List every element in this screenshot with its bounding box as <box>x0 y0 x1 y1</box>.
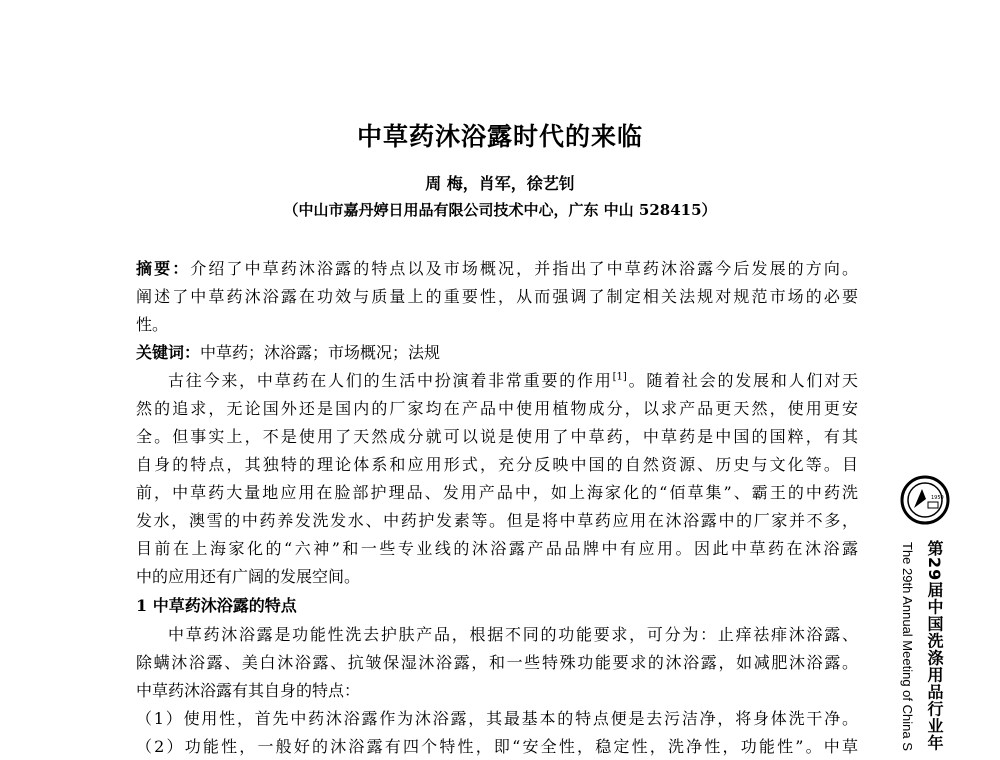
body-line: 前，中草药大量地应用在脸部护理品、发用产品中，如上海家化的“佰草集”、霸王的中药洗 <box>136 483 858 502</box>
body-line: （2）功能性，一般好的沐浴露有四个特性，即“安全性，稳定性，洗净性，功能性”。中草 <box>136 737 858 756</box>
abstract-line: 阐述了中草药沐浴露在功效与质量上的重要性，从而强调了制定相关法规对规范市场的必要 <box>136 287 858 306</box>
paper-authors: 周 梅，肖军，徐艺钊 <box>425 174 575 193</box>
keywords-line <box>136 340 858 363</box>
body-line: （1）使用性，首先中药沐浴露作为沐浴露，其最基本的特点便是去污洁净，将身体洗干净。 <box>136 709 858 728</box>
abstract-line: 摘要：介绍了中草药沐浴露的特点以及市场概况，并指出了中草药沐浴露今后发展的方向。 <box>136 259 858 278</box>
body-line: 除螨沐浴露、美白沐浴露、抗皱保湿沐浴露，和一些特殊功能要求的沐浴露，如减肥沐浴露。 <box>136 653 858 672</box>
conference-logo-icon <box>900 475 950 525</box>
logo-text: 1950 <box>931 495 944 501</box>
side-banner-english: The 29th Annual Meeting of China S <box>900 542 915 751</box>
citation-ref: [1] <box>612 371 627 383</box>
body-line: 然的追求，无论国外还是国内的厂家均在产品中使用植物成分，以求产品更天然，使用更安 <box>136 399 858 418</box>
body-line: 中草药沐浴露是功能性洗去护肤产品，根据不同的功能要求，可分为：止痒祛痱沐浴露、 <box>168 625 858 644</box>
body-line: 古往今来，中草药在人们的生活中扮演着非常重要的作用[1]。随着社会的发展和人们对天 <box>168 371 858 390</box>
body-line: 中草药沐浴露有其自身的特点： <box>136 681 361 700</box>
paper-affiliation: （中山市嘉丹婷日用品有限公司技术中心，广东 中山 528415） <box>283 201 717 219</box>
body-line: 全。但事实上，不是使用了天然成分就可以说是使用了中草药，中草药是中国的国粹，有其 <box>136 427 858 446</box>
body-line: 中的应用还有广阔的发展空间。 <box>136 567 361 586</box>
keywords-text: 中草药；沐浴露；市场概况；法规 <box>200 343 441 362</box>
side-banner-chinese: 第29届中国洗涤用品行业年 <box>925 540 944 752</box>
paper-title: 中草药沐浴露时代的来临 <box>356 122 643 151</box>
abstract-line: 性。 <box>136 315 169 334</box>
abstract-label: 摘要： <box>136 259 191 278</box>
keywords-label: 关键词： <box>136 343 201 362</box>
body-line: 目前在上海家化的“六神”和一些专业线的沐浴露产品品牌中有应用。因此中草药在沐浴露 <box>136 539 858 558</box>
body-line: 发水，澳雪的中药养发洗发水、中药护发素等。但是将中草药应用在沐浴露中的厂家并不多， <box>136 511 858 530</box>
body-line: 自身的特点，其独特的理论体系和应用形式，充分反映中国的自然资源、历史与文化等。目 <box>136 455 858 474</box>
section-heading: 1 中草药沐浴露的特点 <box>136 596 297 615</box>
